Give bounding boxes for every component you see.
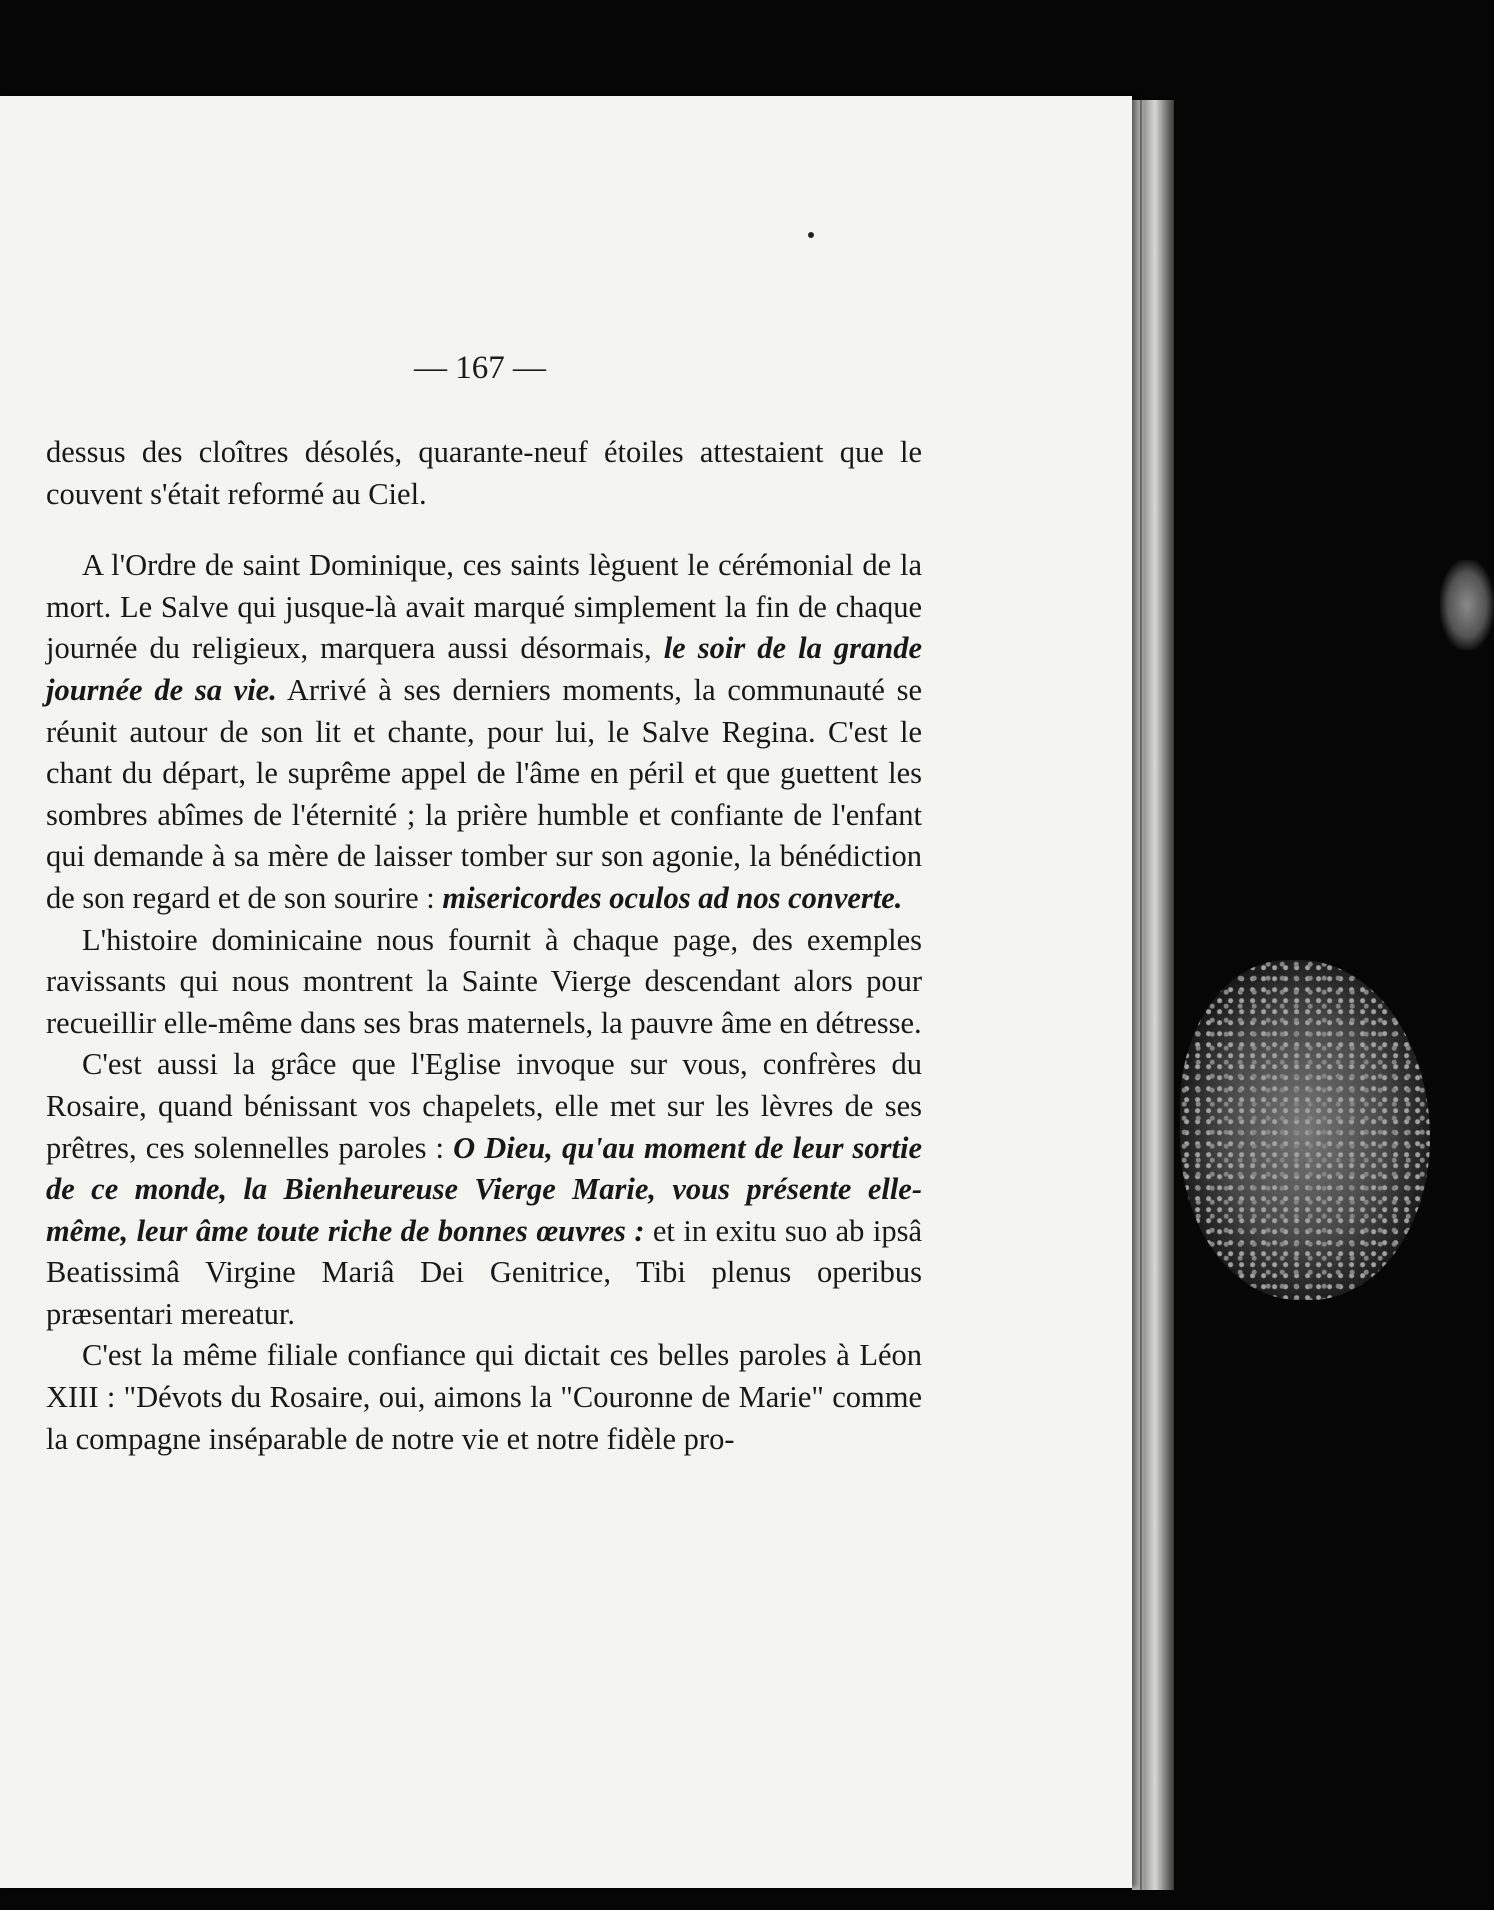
- book-page: [0, 96, 1132, 1888]
- paragraph-3: [46, 920, 922, 1045]
- paragraph-5-text: C'est la même filiale confiance qui dictait ces belles paroles à Léon XIII : "Dévots du Rosaire, oui, aimons la "Couronne de Marie" comme la compagne inséparable de notre vie et notre fidèle pro-: [46, 1338, 922, 1456]
- paragraph-4-text-b: et in exitu suo ab ipsâ Beatissimâ Virgine Mariâ Dei Genitrice, Tibi plenus operibus præsentari mereatur.: [46, 1213, 922, 1331]
- paragraph-1: [46, 432, 922, 515]
- paragraph-2-text-a: A l'Ordre de saint Dominique, ces saints lèguent le cérémonial de la mort. Le Salve qui jusque-là avait marqué simplement la fin de chaque journée du religieux, marquera aussi désormais,: [46, 548, 922, 666]
- paragraph-5: [46, 1335, 922, 1460]
- paragraph-1-text: dessus des cloîtres désolés, quarante-neuf étoiles attestaient que le couvent s'était reformé au Ciel.: [46, 435, 922, 511]
- background-blemish: [1180, 960, 1430, 1300]
- page-edge-stack: [1132, 100, 1174, 1890]
- paragraph-2-italic-a: le soir de la grande journée de sa vie.: [46, 631, 922, 707]
- paragraph-4: [46, 1044, 922, 1335]
- paragraph-4-text-a: C'est aussi la grâce que l'Eglise invoque sur vous, confrères du Rosaire, quand bénissant vos chapelets, elle met sur les lèvres de ses prêtres, ces solennelles paroles :: [46, 1047, 922, 1165]
- page-number: — 167 —: [414, 350, 546, 386]
- paragraph-4-italic: O Dieu, qu'au moment de leur sortie de ce monde, la Bienheureuse Vierge Marie, vous présente elle-même, leur âme toute riche de bonnes œuvres :: [46, 1130, 923, 1248]
- background-blemish-small: [1440, 560, 1494, 650]
- ink-dot: [808, 232, 814, 238]
- paragraph-2: [46, 545, 922, 919]
- body-text: [46, 432, 922, 1460]
- paragraph-2-text-b: Arrivé à ses derniers moments, la communauté se réunit autour de son lit et chante, pour lui, le Salve Regina. C'est le chant du départ, le suprême appel de l'âme en péril et que guettent les sombres abîmes de l'éternité ; la prière humble et confiante de l'enfant qui demande à sa mère de laisser tomber sur son agonie, la bénédiction de son regard et de son sourire :: [46, 672, 922, 915]
- paragraph-2-italic-b: misericordes oculos ad nos converte.: [442, 880, 903, 915]
- paragraph-3-text: L'histoire dominicaine nous fournit à chaque page, des exemples ravissants qui nous montrent la Sainte Vierge descendant alors pour recueillir elle-même dans ses bras maternels, la pauvre âme en détresse.: [46, 922, 922, 1040]
